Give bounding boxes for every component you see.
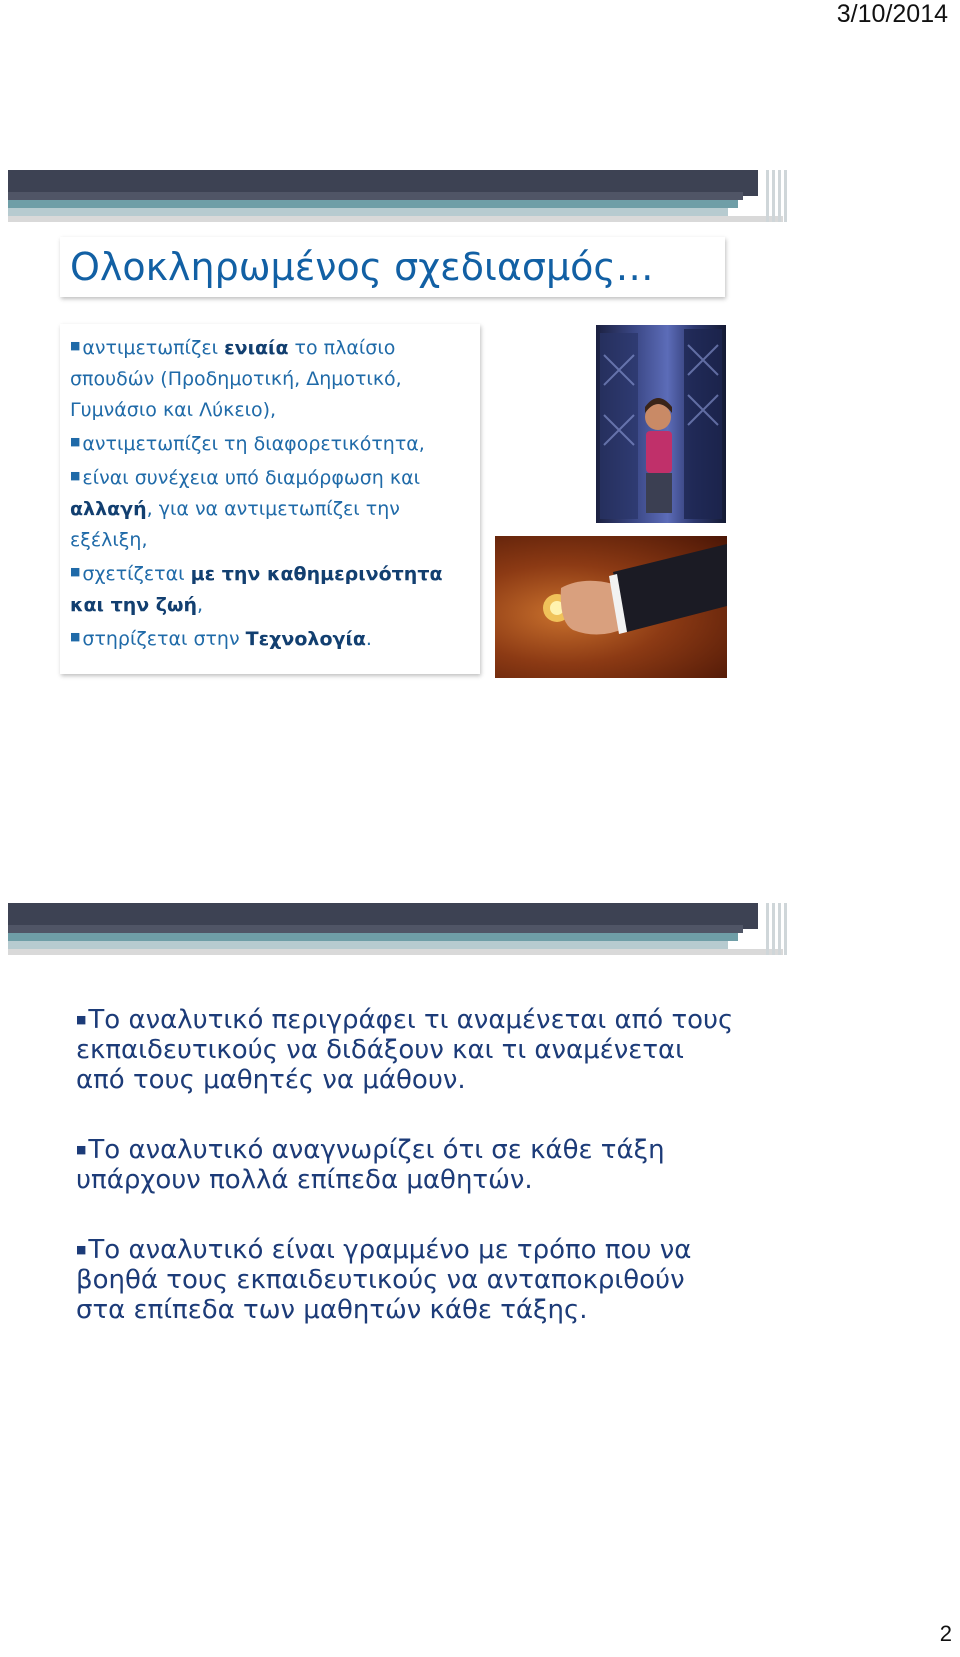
square-bullet-icon: ■ — [70, 435, 81, 448]
slide2-bullet: ■Το αναλυτικό περιγράφει τι αναμένεται από τους εκπαιδευτικούς να διδάξουν και τι αναμένεται από τους μαθητές να μάθουν. — [76, 1005, 734, 1095]
slide2-bullet: ■Το αναλυτικό αναγνωρίζει ότι σε κάθε τάξη υπάρχουν πολλά επίπεδα μαθητών. — [76, 1135, 665, 1195]
square-bullet-icon: ■ — [76, 1013, 87, 1026]
square-bullet-icon: ■ — [70, 565, 81, 578]
slide-title: Ολοκληρωμένος σχεδιασμός… — [70, 245, 654, 289]
slide-header-bar — [8, 903, 788, 955]
slide2-bullet-list — [76, 1005, 736, 1365]
slide2-bullet: ■Το αναλυτικό είναι γραμμένο με τρόπο που να βοηθά τους εκπαιδευτικούς να ανταποκριθούν στα επίπεδα των μαθητών κάθε τάξης. — [76, 1235, 692, 1325]
bullet-list — [70, 330, 480, 655]
square-bullet-icon: ■ — [70, 630, 81, 643]
bullet-item: ■ είναι συνέχεια υπό διαμόρφωση και αλλαγή, για να αντιμετωπίζει την εξέλιξη, — [70, 467, 421, 551]
slide-header-bar — [8, 170, 788, 222]
page-date: 3/10/2014 — [836, 0, 948, 28]
photo-hand-on-doorknob — [495, 536, 727, 678]
bullet-item: ■ αντιμετωπίζει τη διαφορετικότητα, — [70, 433, 425, 455]
bullet-item: ■ στηρίζεται στην Τεχνολογία. — [70, 628, 372, 650]
square-bullet-icon: ■ — [76, 1143, 87, 1156]
photo-child-at-door — [596, 325, 726, 523]
square-bullet-icon: ■ — [76, 1243, 87, 1256]
bullet-item: ■ αντιμετωπίζει ενιαία το πλαίσιο σπουδών (Προδημοτική, Δημοτικό, Γυμνάσιο και Λύκειο), — [70, 337, 402, 421]
bullet-item: ■ σχετίζεται με την καθημερινότητα και την ζωή, — [70, 563, 443, 616]
square-bullet-icon: ■ — [70, 339, 81, 352]
square-bullet-icon: ■ — [70, 469, 81, 482]
page-number: 2 — [939, 1621, 952, 1646]
